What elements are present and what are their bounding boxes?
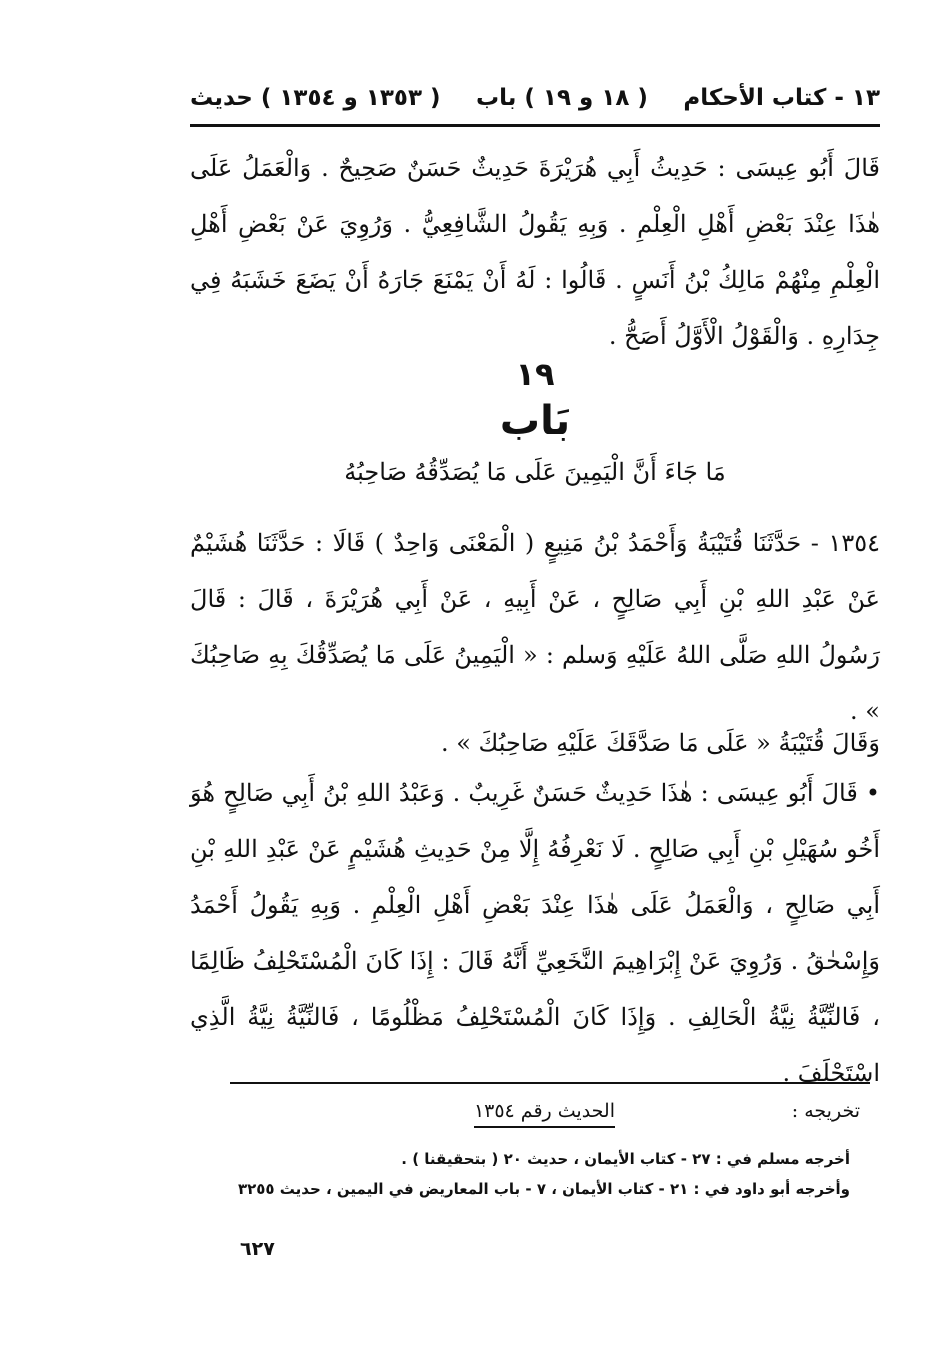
footnote-line-muslim: أخرجه مسلم في : ٢٧ - كتاب الأيمان ، حديث ٢٠ ( بتحقيقنا ) . (401, 1150, 850, 1168)
chapter-number: ١٩ (515, 355, 555, 393)
chapter-subtitle: مَا جَاءَ أَنَّ الْيَمِينَ عَلَى مَا يُصَدِّقُهُ صَاحِبُهُ (344, 458, 726, 486)
footnote-title: الحديث رقم ١٣٥٤ (474, 1100, 615, 1128)
running-header (190, 78, 880, 118)
footnote-label: تخريجه : (791, 1100, 860, 1122)
chapter-title: بَاب (499, 398, 571, 444)
paragraph-commentary-1353: قَالَ أَبُو عِيسَى : حَدِيثُ أَبِي هُرَيْرَةَ حَدِيثٌ حَسَنٌ صَحِيحٌ . وَالْعَمَلُ عَلَى هٰذَا عِنْدَ بَعْضِ أَهْلِ الْعِلْمِ . وَبِهِ يَقُولُ الشَّافِعِيُّ . وَرُوِيَ عَنْ بَعْضِ أَهْلِ الْعِلْمِ مِنْهُمْ مَالِكُ بْنُ أَنَسٍ . قَالُوا : لَهُ أَنْ يَمْنَعَ جَارَهُ أَنْ يَضَعَ خَشَبَهُ فِي جِدَارِهِ . وَالْقَوْلُ الْأَوَّلُ أَصَحُّ . (190, 154, 880, 350)
paragraph-commentary-1354: • قَالَ أَبُو عِيسَى : هٰذَا حَدِيثٌ حَسَنٌ غَرِيبٌ . وَعَبْدُ اللهِ بْنُ أَبِي صَالِحٍ هُوَ أَخُو سُهَيْلِ بْنِ أَبِي صَالِحٍ . لَا نَعْرِفُهُ إِلَّا مِنْ حَدِيثِ هُشَيْمٍ عَنْ عَبْدِ اللهِ بْنِ أَبِي صَالِحٍ ، وَالْعَمَلُ عَلَى هٰذَا عِنْدَ بَعْضِ أَهْلِ الْعِلْمِ . وَبِهِ يَقُولُ أَحْمَدُ وَإِسْحٰقُ . وَرُوِيَ عَنْ إِبْرَاهِيمَ النَّخَعِيِّ أَنَّهُ قَالَ : إِذَا كَانَ الْمُسْتَحْلِفُ ظَالِمًا ، فَالنِّيَّةُ نِيَّةُ الْحَالِفِ . وَإِذَا كَانَ الْمُسْتَحْلِفُ مَظْلُومًا ، فَالنِّيَّةُ نِيَّةُ الَّذِي اسْتَحْلَفَ . (190, 779, 880, 1087)
header-rule (190, 124, 880, 127)
paragraph-qutaybah-variant: وَقَالَ قُتَيْبَةُ « عَلَى مَا صَدَّقَكَ عَلَيْهِ صَاحِبُكَ » . (440, 729, 880, 757)
footnote-rule (230, 1082, 870, 1084)
header-hadith-ref: ( ١٣٥٣ و ١٣٥٤ ) حديث (190, 85, 441, 111)
paragraph-hadith-1354: ١٣٥٤ - حَدَّثَنَا قُتَيْبَةُ وَأَحْمَدُ بْنُ مَنِيعٍ ( الْمَعْنَى وَاحِدٌ ) قَالَا : حَدَّثَنَا هُشَيْمٌ عَنْ عَبْدِ اللهِ بْنِ أَبِي صَالِحٍ ، عَنْ أَبِيهِ ، عَنْ أَبِي هُرَيْرَةَ ، قَالَ : قَالَ رَسُولُ اللهِ صَلَّى اللهُ عَلَيْهِ وَسلم : « الْيَمِينُ عَلَى مَا يُصَدِّقُكَ بِهِ صَاحِبُكَ » . (190, 529, 880, 725)
header-bab-ref: ( ١٨ و ١٩ ) باب (476, 85, 648, 111)
footnote-line-abu-dawud: وأخرجه أبو داود في : ٢١ - كتاب الأيمان ، ٧ - باب المعاريض في اليمين ، حديث ٣٢٥٥ (237, 1180, 850, 1198)
footnote-header (230, 1100, 860, 1136)
page-number: ٦٢٧ (240, 1238, 275, 1260)
header-book-title: ١٣ - كتاب الأحكام (683, 85, 880, 111)
